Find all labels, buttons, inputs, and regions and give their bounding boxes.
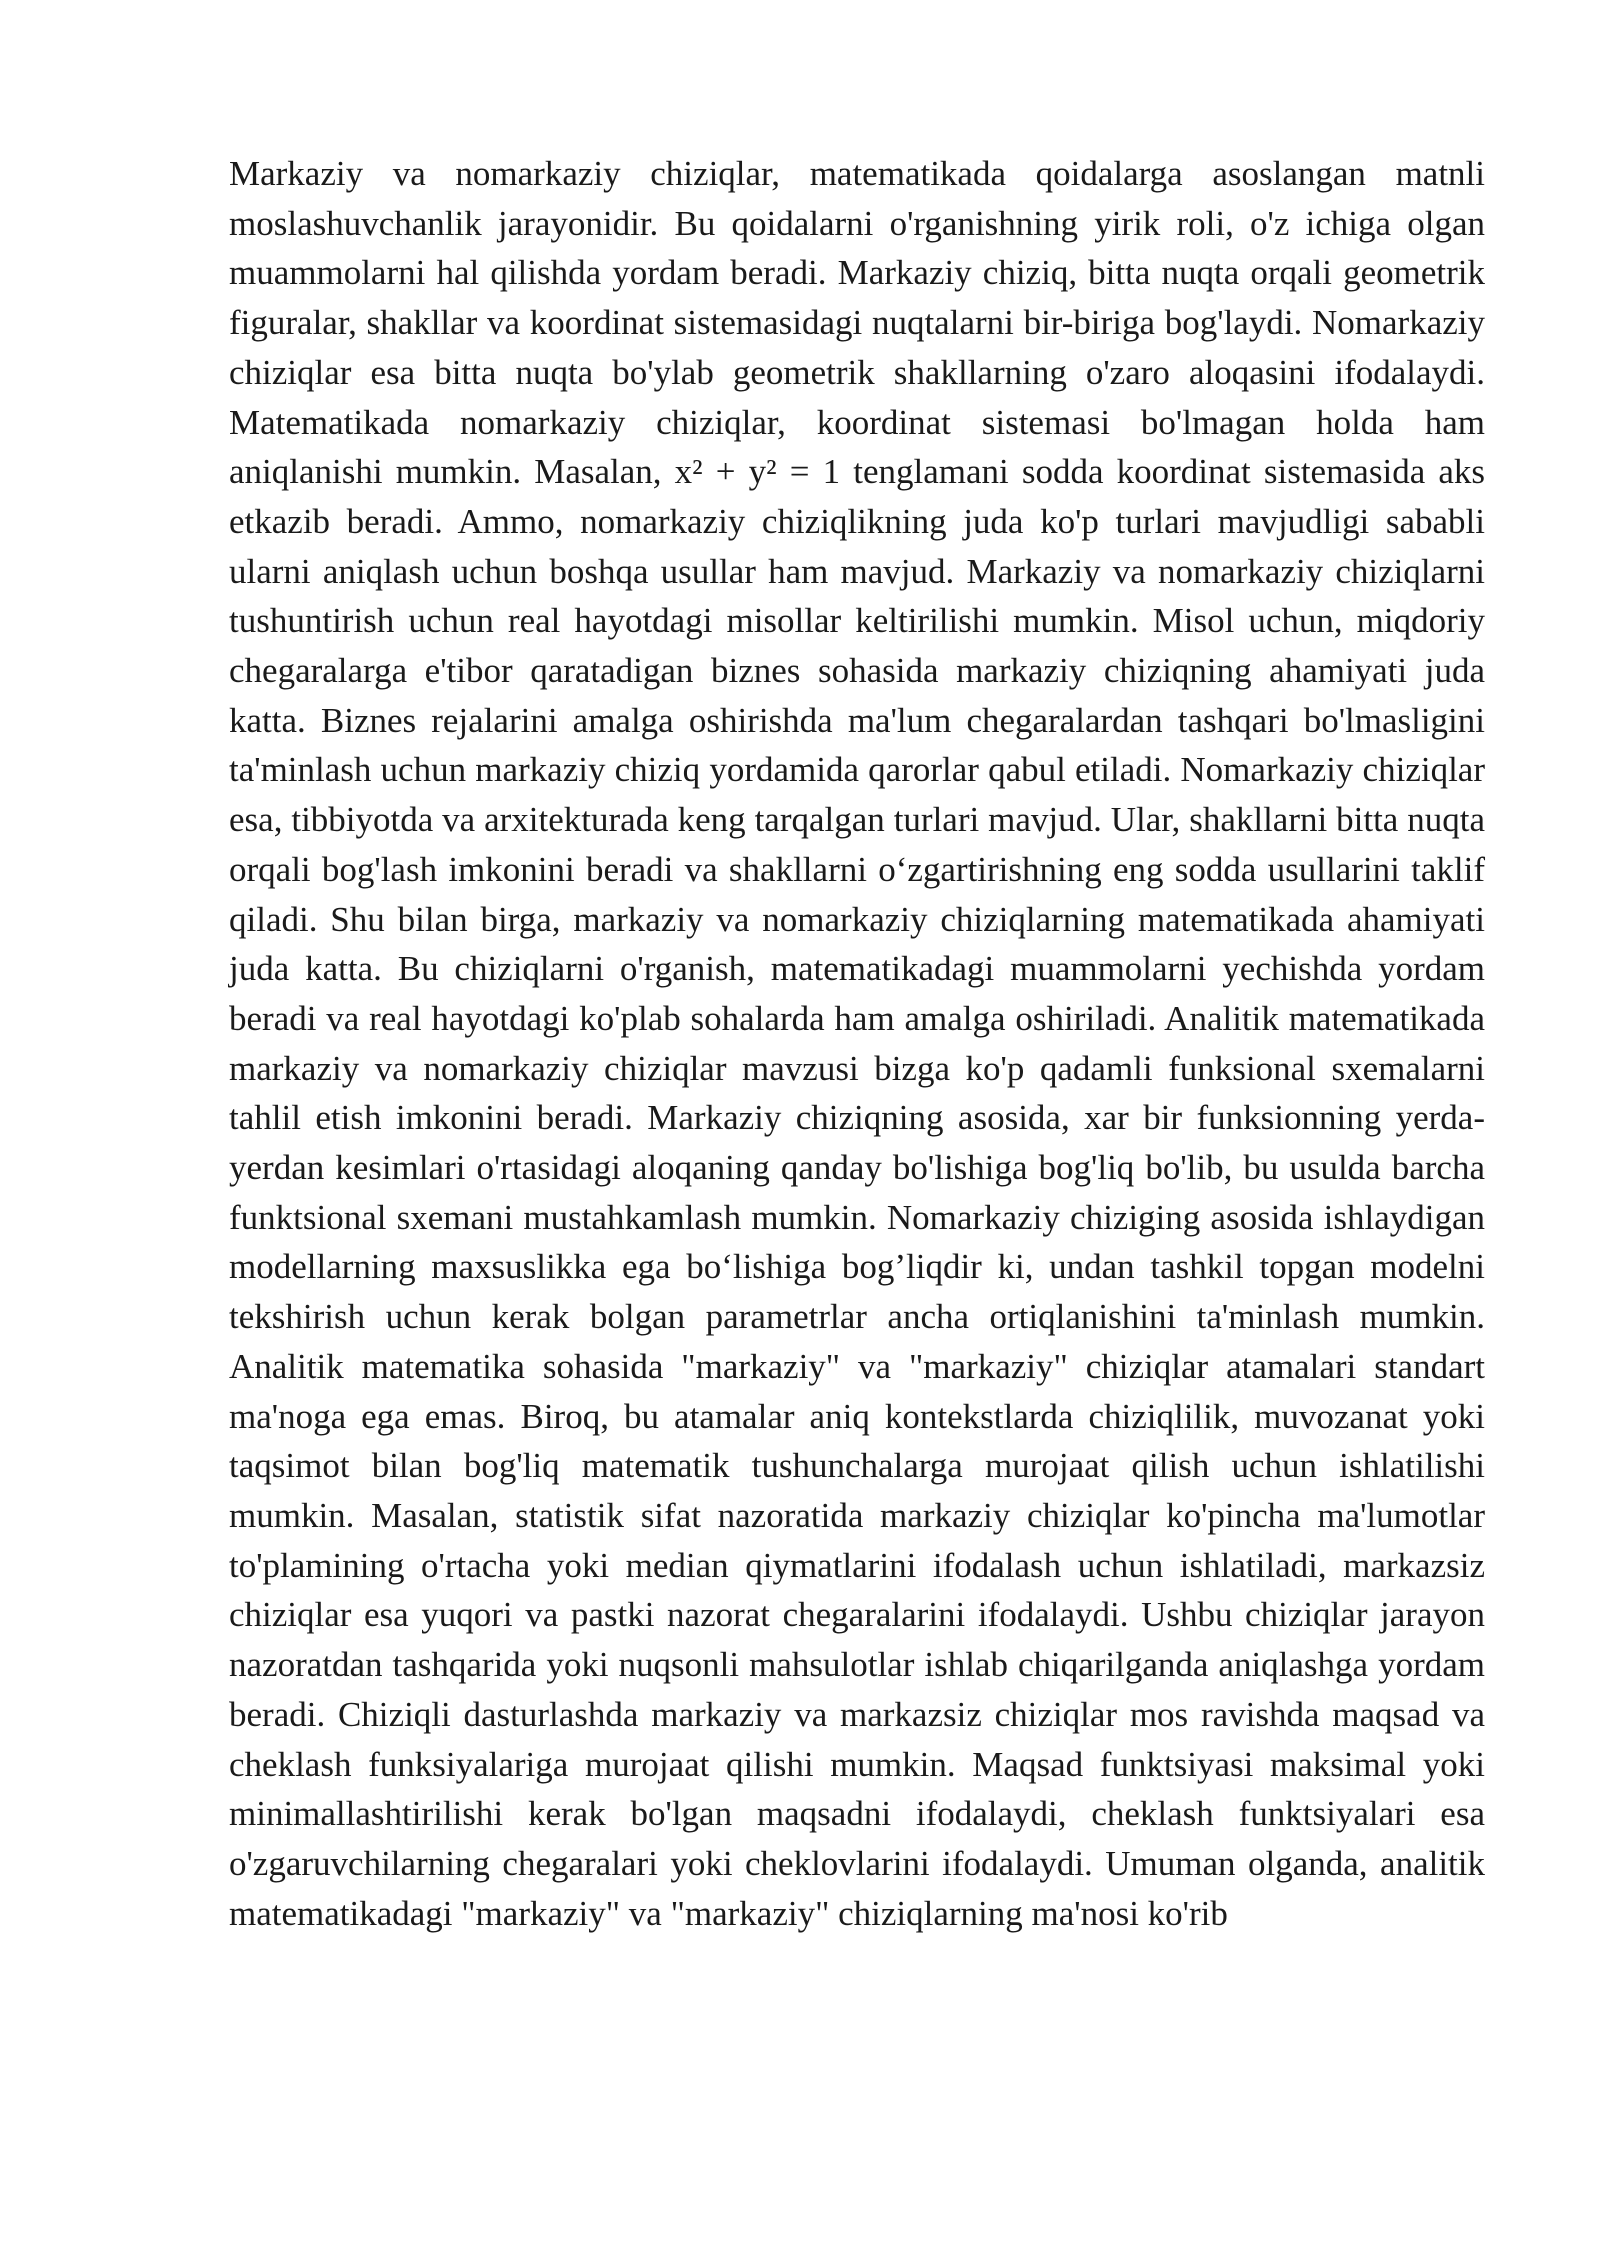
body-paragraph: Markaziy va nomarkaziy chiziqlar, matematikada qoidalarga asoslangan matnli moslashuvchanlik jarayonidir. Bu qoidalarni o'rganishning yirik roli, o'z ichiga olgan muammolarni hal qilishda yordam beradi. Markaziy chiziq, bitta nuqta orqali geometrik figuralar, shakllar va koordinat sistemasidagi nuqtalarni bir-biriga bog'laydi. Nomarkaziy chiziqlar esa bitta nuqta bo'ylab geometrik shakllarning o'zaro aloqasini ifodalaydi. Matematikada nomarkaziy chiziqlar, koordinat sistemasi bo'lmagan holda ham aniqlanishi mumkin. Masalan, x² + y² = 1 tenglamani sodda koordinat sistemasida aks etkazib beradi. Ammo, nomarkaziy chiziqlikning juda ko'p turlari mavjudligi sababli ularni aniqlash uchun boshqa usullar ham mavjud. Markaziy va nomarkaziy chiziqlarni tushuntirish uchun real hayotdagi misollar keltirilishi mumkin. Misol uchun, miqdoriy chegaralarga e'tibor qaratadigan biznes sohasida markaziy chiziqning ahamiyati juda katta. Biznes rejalarini amalga oshirishda ma'lum chegaralardan tashqari bo'lmasligini ta'minlash uchun markaziy chiziq yordamida qarorlar qabul etiladi. Nomarkaziy chiziqlar esa, tibbiyotda va arxitekturada keng tarqalgan turlari mavjud. Ular, shakllarni bitta nuqta orqali bog'lash imkonini beradi va shakllarni o‘zgartirishning eng sodda usullarini taklif qiladi. Shu bilan birga, markaziy va nomarkaziy chiziqlarning matematikada ahamiyati juda katta. Bu chiziqlarni o'rganish, matematikadagi muammolarni yechishda yordam beradi va real hayotdagi ko'plab sohalarda ham amalga oshiriladi. Analitik matematikada markaziy va nomarkaziy chiziqlar mavzusi bizga ko'p qadamli funksional sxemalarni tahlil etish imkonini beradi. Markaziy chiziqning asosida, xar bir funksionning yerda-yerdan kesimlari o'rtasidagi aloqaning qanday bo'lishiga bog'liq bo'lib, bu usulda barcha funktsional sxemani mustahkamlash mumkin. Nomarkaziy chiziging asosida ishlaydigan modellarning maxsuslikka ega bo‘lishiga bog’liqdir ki, undan tashkil topgan modelni tekshirish uchun kerak bolgan parametrlar ancha ortiqlanishini ta'minlash mumkin. Analitik matematika sohasida "markaziy" va "markaziy" chiziqlar atamalari standart ma'noga ega emas. Biroq, bu atamalar aniq kontekstlarda chiziqlilik, muvozanat yoki taqsimot bilan bog'liq matematik tushunchalarga murojaat qilish uchun ishlatilishi mumkin. Masalan, statistik sifat nazoratida markaziy chiziqlar ko'pincha ma'lumotlar to'plamining o'rtacha yoki median qiymatlarini ifodalash uchun ishlatiladi, markazsiz chiziqlar esa yuqori va pastki nazorat chegaralarini ifodalaydi. Ushbu chiziqlar jarayon nazoratdan tashqarida yoki nuqsonli mahsulotlar ishlab chiqarilganda aniqlashga yordam beradi. Chiziqli dasturlashda markaziy va markazsiz chiziqlar mos ravishda maqsad va cheklash funksiyalariga murojaat qilishi mumkin. Maqsad funktsiyasi maksimal yoki minimallashtirilishi kerak bo'lgan maqsadni ifodalaydi, cheklash funktsiyalari esa o'zgaruvchilarning chegaralari yoki cheklovlarini ifodalaydi. Umuman olganda, analitik matematikadagi "markaziy" va "markaziy" chiziqlarning ma'nosi ko'rib (229, 154, 1485, 1933)
